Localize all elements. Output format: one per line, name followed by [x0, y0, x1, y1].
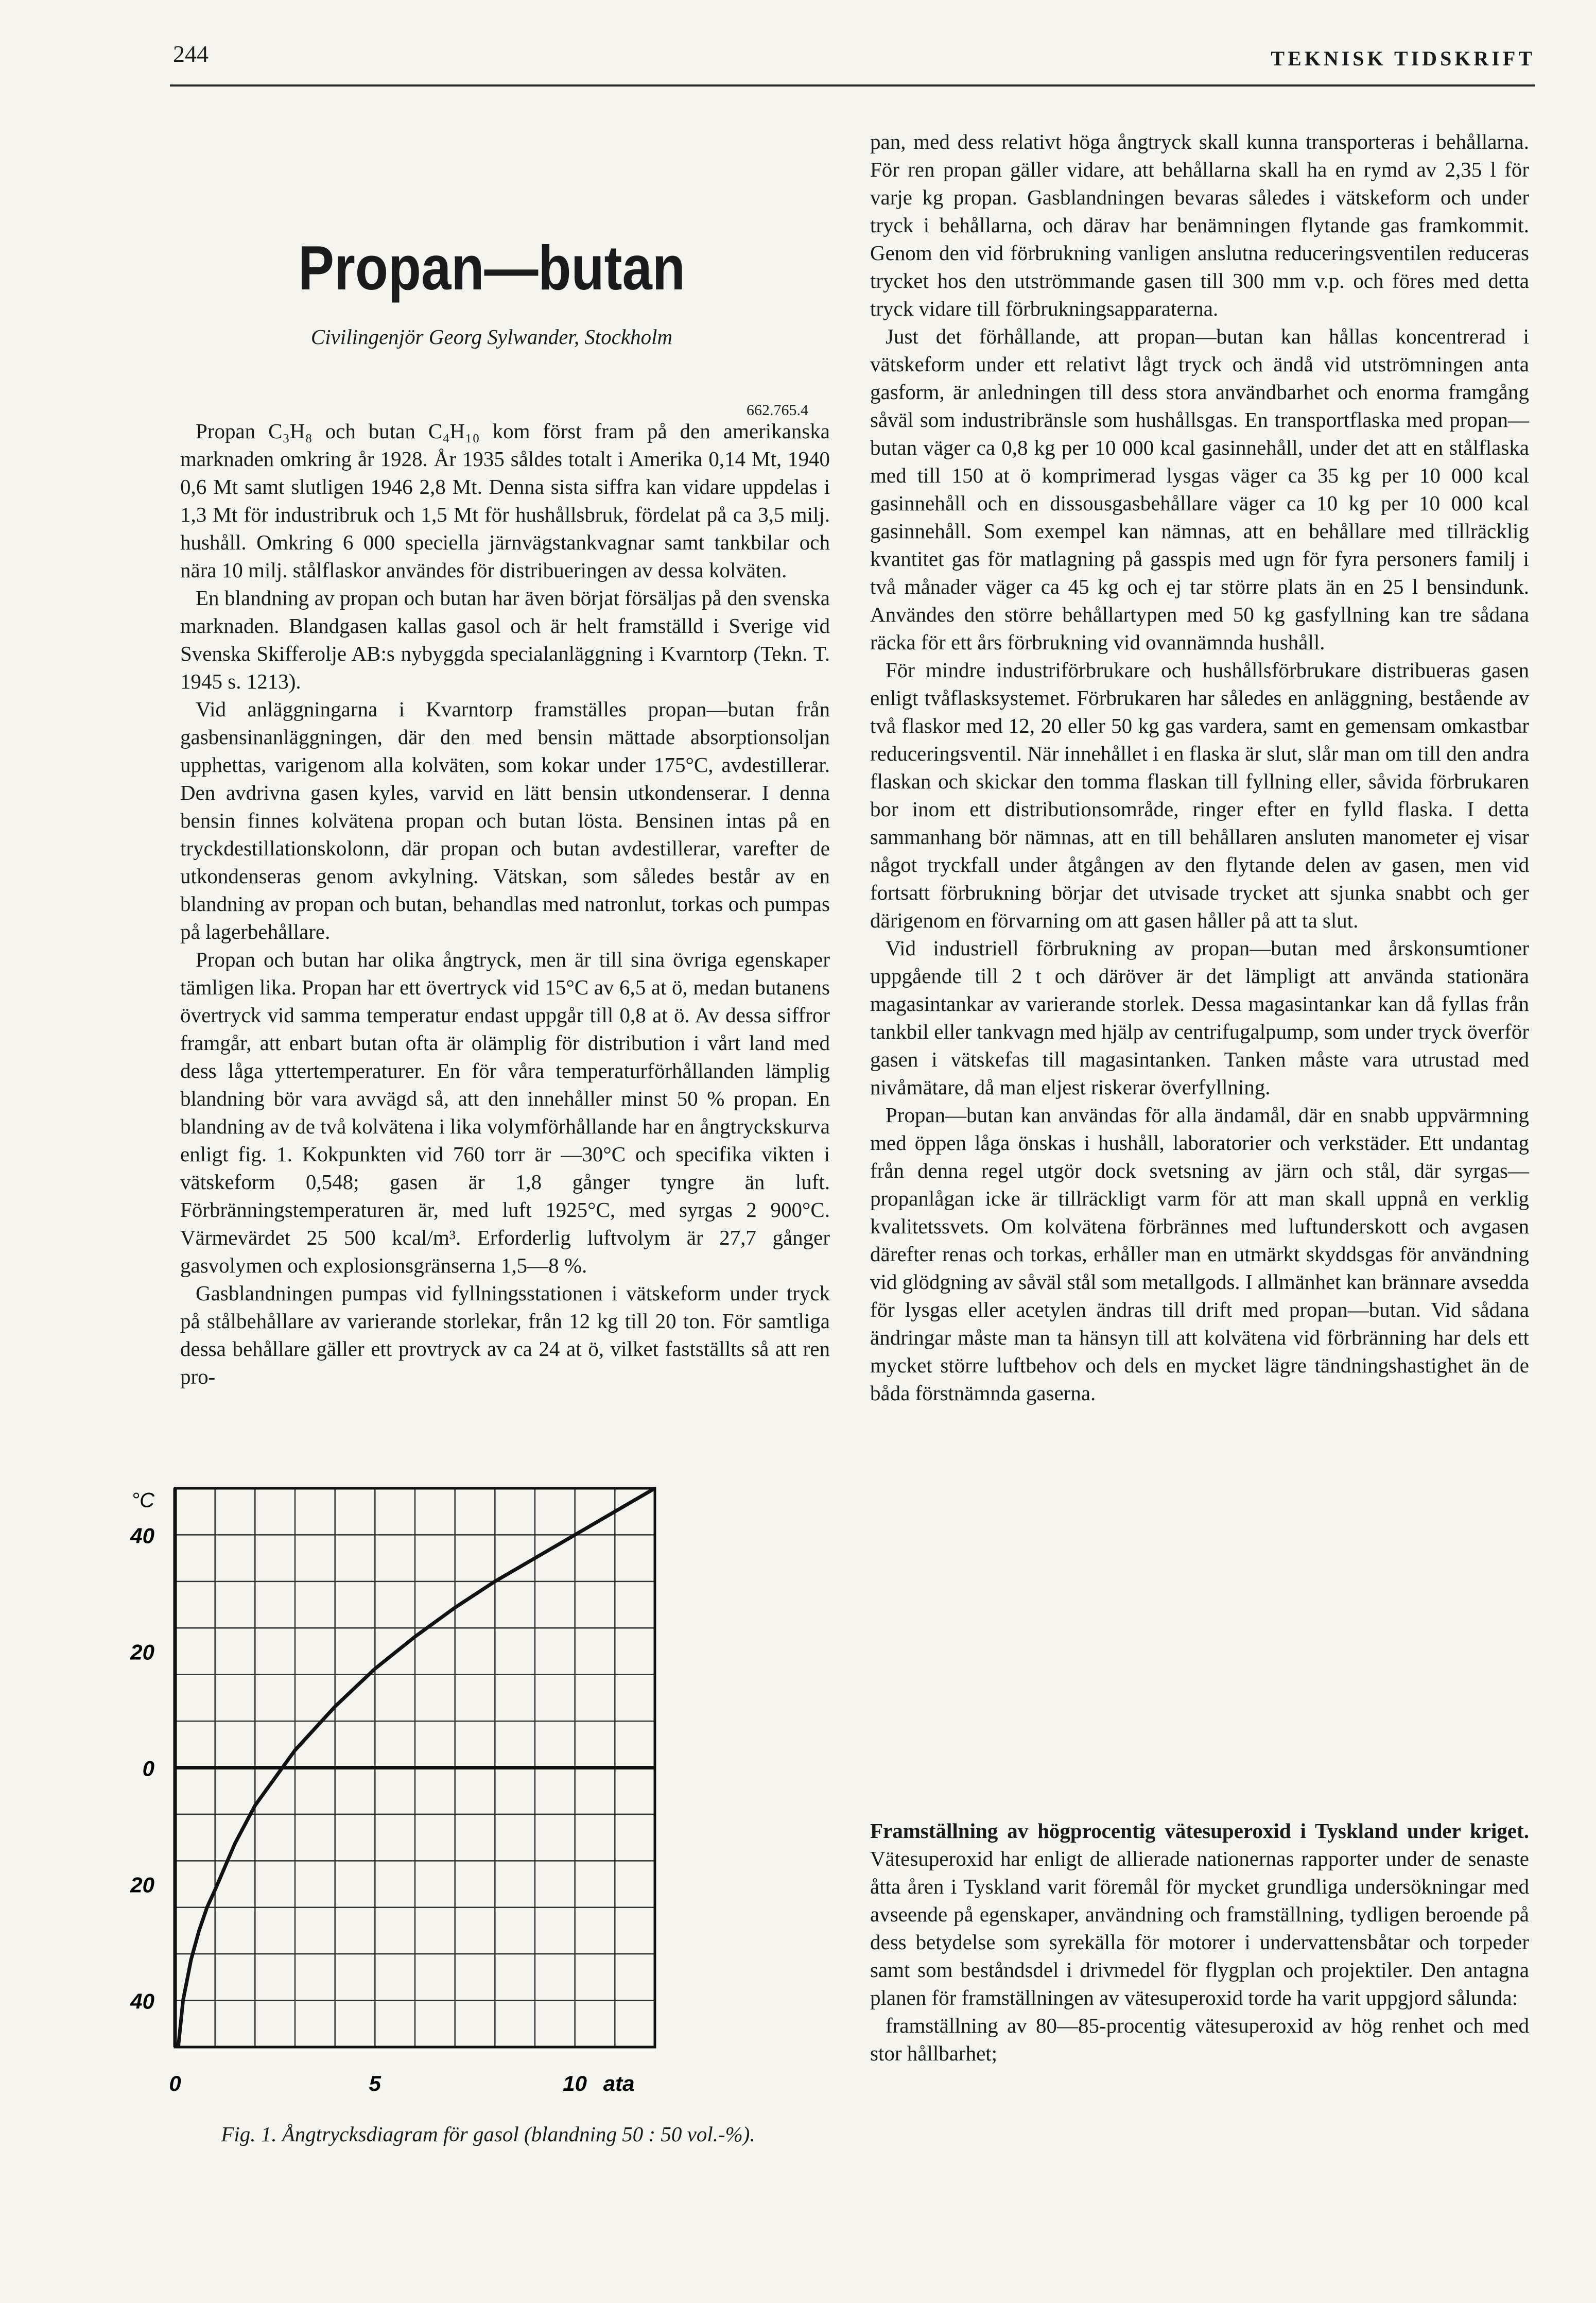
x-tick-label: 0 — [169, 2071, 181, 2095]
y-tick-label: 40 — [130, 1523, 154, 1548]
figure-caption: Fig. 1. Ångtrycksdiagram för gasol (blandning 50 : 50 vol.-%). — [221, 2122, 755, 2146]
y-tick-label: 0 — [142, 1756, 154, 1781]
right-column — [870, 128, 1529, 1407]
y-tick-label: 20 — [130, 1872, 154, 1897]
paragraph: Propan—butan kan användas för alla ändamål, där en snabb uppvärmning med öppen låga önskas i hushåll, laboratorier och verkstäder. Ett undantag från denna regel utgör dock svetsning av järn och stål, där syrgas—propanlågan icke är tillräckligt varm för att man skall uppnå en verklig kvalitetssvets. Om kolvätena förbrännes med luftunderskott och avgasen därefter renas och torkas, erhåller man en utmärkt skyddsgas för användning vid glödgning av såväl stål som metallgods. I allmänhet kan brännare avsedda för lysgas eller acetylen ändras till drift med propan—butan. Vid sådana ändringar måste man ta hänsyn till att kolvätena vid förbränning har dels ett mycket större luftbehov och dels en mycket lägre tändningshastighet än de båda förstnämnda gaserna. — [870, 1103, 1529, 1405]
journal-title: TEKNISK TIDSKRIFT — [1271, 47, 1535, 70]
news-paragraph — [870, 1817, 1529, 2012]
news-body: Vätesuperoxid har enligt de allierade nationernas rapporter under de senaste åtta åren i Tyskland varit föremål för mycket grundliga undersökningar med avseende på egenskaper, användning och framställning, tydligen beroende på dess betydelse som syrekälla för motorer i undervattensbåtar och torpeder samt som beståndsdel i drivmedel för flygplan och projektiler. Den antagna planen för framställningen av vätesuperoxid torde ha varit uppgjord sålunda: — [870, 1847, 1529, 2009]
header-rule — [170, 84, 1535, 87]
news-heading: Framställning av högprocentig vätesuperoxid i Tyskland under kriget. — [870, 1819, 1529, 1843]
article-title: Propan—butan — [298, 233, 685, 303]
paragraph: Propan C₃H₈ och butan C₄H₁₀ kom först fram på den amerikanska marknaden omkring år 1928. År 1935 såldes totalt i Amerika 0,14 Mt, 1940 0,6 Mt samt slutligen 1946 2,8 Mt. Denna sista siffra kan vidare uppdelas i 1,3 Mt för industribruk och 1,5 Mt för hushållsbruk, fördelat på ca 3,5 milj. hushåll. Omkring 6 000 speciella järnvägstankvagnar samt tankbilar och nära 10 milj. stålflaskor användes för distribueringen av dessa kolväten. — [180, 419, 830, 582]
y-axis-label: °C — [131, 1489, 154, 1512]
paragraph: För mindre industriförbrukare och hushållsförbrukare distribueras gasen enligt tvåflasksystemet. Förbrukaren har således en anläggning, bestående av två flaskor med 12, 20 eller 50 kg gas vardera, samt en gemensam omkastbar reduceringsventil. När innehållet i en flaska är slut, slår man om till den andra flaskan och skickar den tomma flaskan till fyllning eller, såvida förbrukaren bor inom ett distributionsområde, ringer efter en fylld flaska. I detta sammanhang bör nämnas, att en till behållaren ansluten manometer ej visar något tryckfall under åtgången av den flytande delen av gasen, men vid fortsatt förbrukning börjar det utvisade trycket att sjunka snabbt och ger därigenom en förvarning om att gasen håller på att ta slut. — [870, 658, 1529, 932]
figure-1 — [117, 631, 859, 2146]
news-item — [870, 1817, 1529, 2067]
paragraph: En blandning av propan och butan har även börjat försäljas på den svenska marknaden. Blandgasen kallas gasol och är helt framställd i Sverige vid Svenska Skifferolje AB:s nybyggda specialanläggning i Kvarntorp (Tekn. T. 1945 s. 1213). — [180, 586, 830, 693]
paragraph: Gasblandningen pumpas vid fyllningsstationen i vätskeform under tryck på stålbehållare av varierande storlekar, från 12 kg till 20 ton. För samtliga dessa behållare gäller ett provtryck av ca 24 at ö, vilket fastställts så att ren pro- — [180, 1281, 830, 1388]
paragraph: pan, med dess relativt höga ångtryck skall kunna transporteras i behållarna. För ren propan gäller vidare, att behållarna skall ha en rymd av 2,35 l för varje kg propan. Gasblandningen bevaras således i vätskeform och under tryck i behållarna, och därav har benämningen flytande gas framkommit. Genom den vid förbrukning vanligen anslutna reduceringsventilen reduceras trycket hos den utströmmande gasen till 300 mm v.p. och föres med detta tryck vidare till förbrukningsapparaterna. — [870, 130, 1529, 320]
y-tick-label: 40 — [130, 1989, 154, 2014]
y-tick-label: 20 — [130, 1640, 154, 1664]
x-axis-label: ata — [603, 2071, 635, 2095]
classification-number: 662.765.4 — [747, 402, 808, 419]
page-number: 244 — [173, 41, 209, 67]
x-tick-label: 5 — [369, 2071, 381, 2095]
paragraph: Propan och butan har olika ångtryck, men är till sina övriga egenskaper tämligen lika. Propan har ett övertryck vid 15°C av 6,5 at ö, medan butanens övertryck vid samma temperatur endast uppgår till 0,8 at ö. Av dessa siffror framgår, att enbart butan ofta är olämplig för distribution i vårt land med dess låga yttertemperaturer. En för våra temperaturförhållanden lämplig blandning bör vara avvägd så, att den innehåller minst 50 % propan. En blandning av de två kolvätena i lika volymförhållande har en ångtryckskurva enligt fig. 1. Kokpunkten vid 760 torr är —30°C och specifika vikten i vätskeform 0,548; gasen är 1,8 gånger tyngre än luft. Förbränningstemperaturen är, med luft 1925°C, med syrgas 2 900°C. Värmevärdet 25 500 kcal/m³. Erforderlig luftvolym är 27,7 gånger gasvolymen och explosionsgränserna 1,5—8 %. — [180, 948, 830, 1277]
paragraph: Just det förhållande, att propan—butan kan hållas koncentrerad i vätskeform under ett relativt lågt tryck och ändå vid utströmningen anta gasform, är anledningen till dess stora användbarhet och enorma framgång såväl som industribränsle som hushållsgas. En transportflaska med propan—butan väger ca 0,8 kg per 10 000 kcal gasinnehåll, under det att en stålflaska med till 150 at ö komprimerad lysgas väger ca 35 kg per 10 000 kcal gasinnehåll och en dissousgasbehållare väger ca 10 kg per 10 000 kcal gasinnehåll. Som exempel kan nämnas, att en behållare med tillräcklig kvantitet gas för matlagning på gasspis med ugn för fyra personers familj i två månader väger ca 45 kg och ej tar större plats än en 25 l bensindunk. Användes den större behållartypen med 50 kg gasfyllning kan tre sådana räcka för ett års förbrukning vid ovannämnda hushåll. — [870, 324, 1529, 654]
x-tick-label: 10 — [563, 2071, 587, 2095]
news-last-line: framställning av 80—85-procentig vätesuperoxid av hög renhet och med stor hållbarhet; — [870, 2014, 1529, 2065]
vapor-pressure-chart — [117, 631, 859, 2124]
paragraph: Vid industriell förbrukning av propan—butan med årskonsumtioner uppgående till 2 t och däröver är det lämpligt att använda stationära magasintankar av varierande storlek. Dessa magasintankar kan då fyllas från tankbil eller tankvagn med hjälp av centrifugalpump, som under tryck överför gasen i vätskefas till magasintanken. Tanken måste vara utrustad med nivåmätare, då man eljest riskerar överfyllning. — [870, 936, 1529, 1099]
paragraph: Vid anläggningarna i Kvarntorp framställes propan—butan från gasbensinanläggningen, där den med bensin mättade absorptionsoljan upphettas, varigenom alla kolväten, som kokar under 175°C, avdestillerar. Den avdrivna gasen kyles, varvid en lätt bensin utkondenserar. I denna bensin finnes kolvätena propan och butan lösta. Bensinen intas på en tryckdestillationskolonn, där propan och butan avdestillerar, varefter de utkondenseras genom avkylning. Vätskan, som således består av en blandning av propan och butan, behandlas med natronlut, torkas och pumpas på lagerbehållare. — [180, 697, 830, 943]
author-line: Civilingenjör Georg Sylwander, Stockholm — [310, 325, 673, 349]
